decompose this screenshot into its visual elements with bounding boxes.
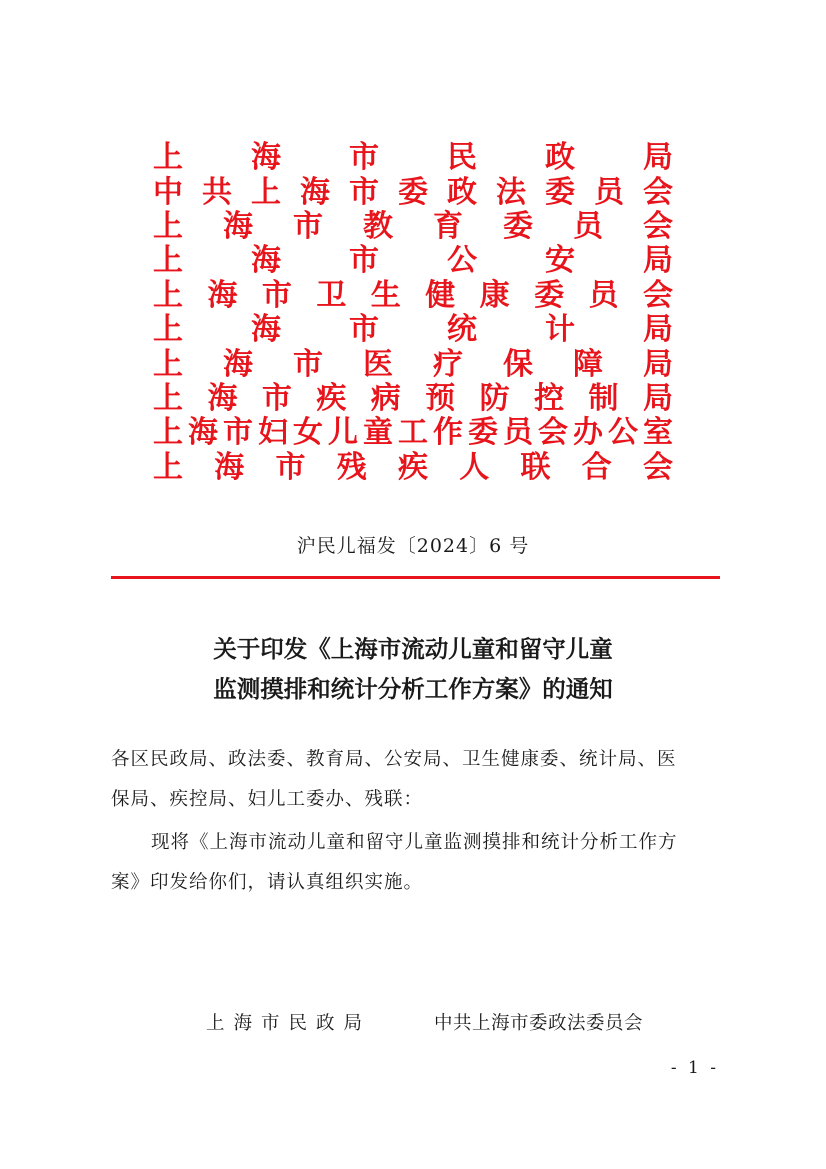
issuer-char: 病 xyxy=(370,380,401,416)
issuer-line xyxy=(153,347,673,381)
issuer-char: 会 xyxy=(538,415,568,451)
issuer-char: 公 xyxy=(608,415,638,451)
issuer-char: 室 xyxy=(643,415,673,451)
issuer-char: 统 xyxy=(447,312,477,348)
issuer-char: 员 xyxy=(588,277,619,313)
issuer-char: 制 xyxy=(588,380,619,416)
issuer-char: 民 xyxy=(447,140,477,176)
issuer-char: 市 xyxy=(293,346,323,382)
issuer-char: 计 xyxy=(545,312,575,348)
issuer-char: 委 xyxy=(545,174,575,210)
issuer-char: 市 xyxy=(261,380,292,416)
issuer-char: 海 xyxy=(251,312,281,348)
issuer-char: 人 xyxy=(459,449,490,485)
issuer-char: 市 xyxy=(349,140,379,176)
issuer-char: 教 xyxy=(363,208,393,244)
document-title-line-1: 关于印发《上海市流动儿童和留守儿童 xyxy=(213,635,613,663)
issuer-char: 作 xyxy=(433,415,463,451)
addressees-line-1: 各区民政局、政法委、教育局、公安局、卫生健康委、统计局、医 xyxy=(111,749,677,770)
issuer-line xyxy=(153,175,673,209)
issuer-char: 会 xyxy=(643,449,673,485)
body-paragraph-line-2: 案》印发给你们，请认真组织实施。 xyxy=(111,872,424,893)
issuer-char: 委 xyxy=(398,174,428,210)
issuer-char: 共 xyxy=(202,174,232,210)
issuer-char: 办 xyxy=(573,415,603,451)
issuer-char: 员 xyxy=(594,174,624,210)
issuer-line xyxy=(153,416,673,450)
issuer-char: 市 xyxy=(349,174,379,210)
issuer-char: 障 xyxy=(573,346,603,382)
issuer-char: 政 xyxy=(447,174,477,210)
addressees-line-2: 保局、疾控局、妇儿工委办、残联： xyxy=(111,789,424,810)
issuer-line xyxy=(153,279,673,313)
issuer-char: 医 xyxy=(363,346,393,382)
issuer-char: 委 xyxy=(468,415,498,451)
issuing-authorities xyxy=(153,141,673,485)
issuer-char: 市 xyxy=(261,277,292,313)
issuer-char: 海 xyxy=(223,346,253,382)
issuer-char: 法 xyxy=(496,174,526,210)
issuer-char: 委 xyxy=(534,277,565,313)
issuer-line xyxy=(153,451,673,485)
document-title-line-2: 监测摸排和统计分析工作方案》的通知 xyxy=(213,675,613,703)
issuer-char: 市 xyxy=(349,243,379,279)
issuer-char: 童 xyxy=(363,415,393,451)
issuer-char: 安 xyxy=(545,243,575,279)
issuer-char: 控 xyxy=(534,380,565,416)
issuer-char: 上 xyxy=(153,449,183,485)
issuer-char: 局 xyxy=(643,312,673,348)
issuer-char: 防 xyxy=(479,380,510,416)
issuer-char: 市 xyxy=(293,208,323,244)
issuer-char: 海 xyxy=(251,140,281,176)
issuer-char: 工 xyxy=(398,415,428,451)
issuer-char: 局 xyxy=(643,140,673,176)
issuer-char: 残 xyxy=(336,449,367,485)
issuer-char: 健 xyxy=(425,277,456,313)
signature-civil-affairs-bureau: 上海市民政局 xyxy=(206,1013,372,1034)
issuer-char: 上 xyxy=(153,208,183,244)
issuer-char: 疾 xyxy=(316,380,347,416)
issuer-char: 卫 xyxy=(316,277,347,313)
issuer-char: 生 xyxy=(370,277,401,313)
issuer-char: 中 xyxy=(153,174,183,210)
issuer-char: 上 xyxy=(153,380,183,416)
issuer-char: 海 xyxy=(214,449,245,485)
issuer-char: 上 xyxy=(153,415,183,451)
issuer-line xyxy=(153,382,673,416)
issuer-line xyxy=(153,210,673,244)
issuer-char: 局 xyxy=(643,346,673,382)
issuer-char: 海 xyxy=(207,277,238,313)
issuer-char: 会 xyxy=(643,208,673,244)
issuer-char: 上 xyxy=(153,346,183,382)
issuer-char: 上 xyxy=(153,277,183,313)
body-paragraph-line-1: 现将《上海市流动儿童和留守儿童监测摸排和统计分析工作方 xyxy=(151,832,678,853)
issuer-char: 联 xyxy=(520,449,551,485)
issuer-line xyxy=(153,313,673,347)
issuer-char: 上 xyxy=(251,174,281,210)
issuer-char: 合 xyxy=(581,449,612,485)
page-number: - 1 - xyxy=(670,1058,719,1078)
issuer-char: 疗 xyxy=(433,346,463,382)
issuer-line xyxy=(153,141,673,175)
issuer-char: 市 xyxy=(349,312,379,348)
issuer-char: 市 xyxy=(223,415,253,451)
issuer-char: 康 xyxy=(479,277,510,313)
issuer-line xyxy=(153,244,673,278)
issuer-char: 市 xyxy=(275,449,306,485)
document-number: 沪民儿福发〔2024〕6 号 xyxy=(296,535,530,557)
issuer-char: 海 xyxy=(223,208,253,244)
issuer-char: 海 xyxy=(251,243,281,279)
issuer-char: 会 xyxy=(642,277,673,313)
issuer-char: 上 xyxy=(153,243,183,279)
issuer-char: 局 xyxy=(643,243,673,279)
issuer-char: 海 xyxy=(207,380,238,416)
issuer-char: 员 xyxy=(573,208,603,244)
issuer-char: 育 xyxy=(433,208,463,244)
issuer-char: 员 xyxy=(503,415,533,451)
issuer-char: 政 xyxy=(545,140,575,176)
issuer-char: 保 xyxy=(503,346,533,382)
red-divider xyxy=(111,576,720,579)
issuer-char: 海 xyxy=(300,174,330,210)
issuer-char: 上 xyxy=(153,140,183,176)
issuer-char: 女 xyxy=(293,415,323,451)
issuer-char: 疾 xyxy=(398,449,428,485)
issuer-char: 委 xyxy=(503,208,533,244)
issuer-char: 妇 xyxy=(258,415,288,451)
issuer-char: 会 xyxy=(643,174,673,210)
issuer-char: 公 xyxy=(447,243,477,279)
issuer-char: 海 xyxy=(188,415,218,451)
signature-political-legal-committee: 中共上海市委政法委员会 xyxy=(434,1013,644,1034)
issuer-char: 局 xyxy=(642,380,673,416)
issuer-char: 预 xyxy=(425,380,456,416)
issuer-char: 儿 xyxy=(328,415,358,451)
issuer-char: 上 xyxy=(153,312,183,348)
